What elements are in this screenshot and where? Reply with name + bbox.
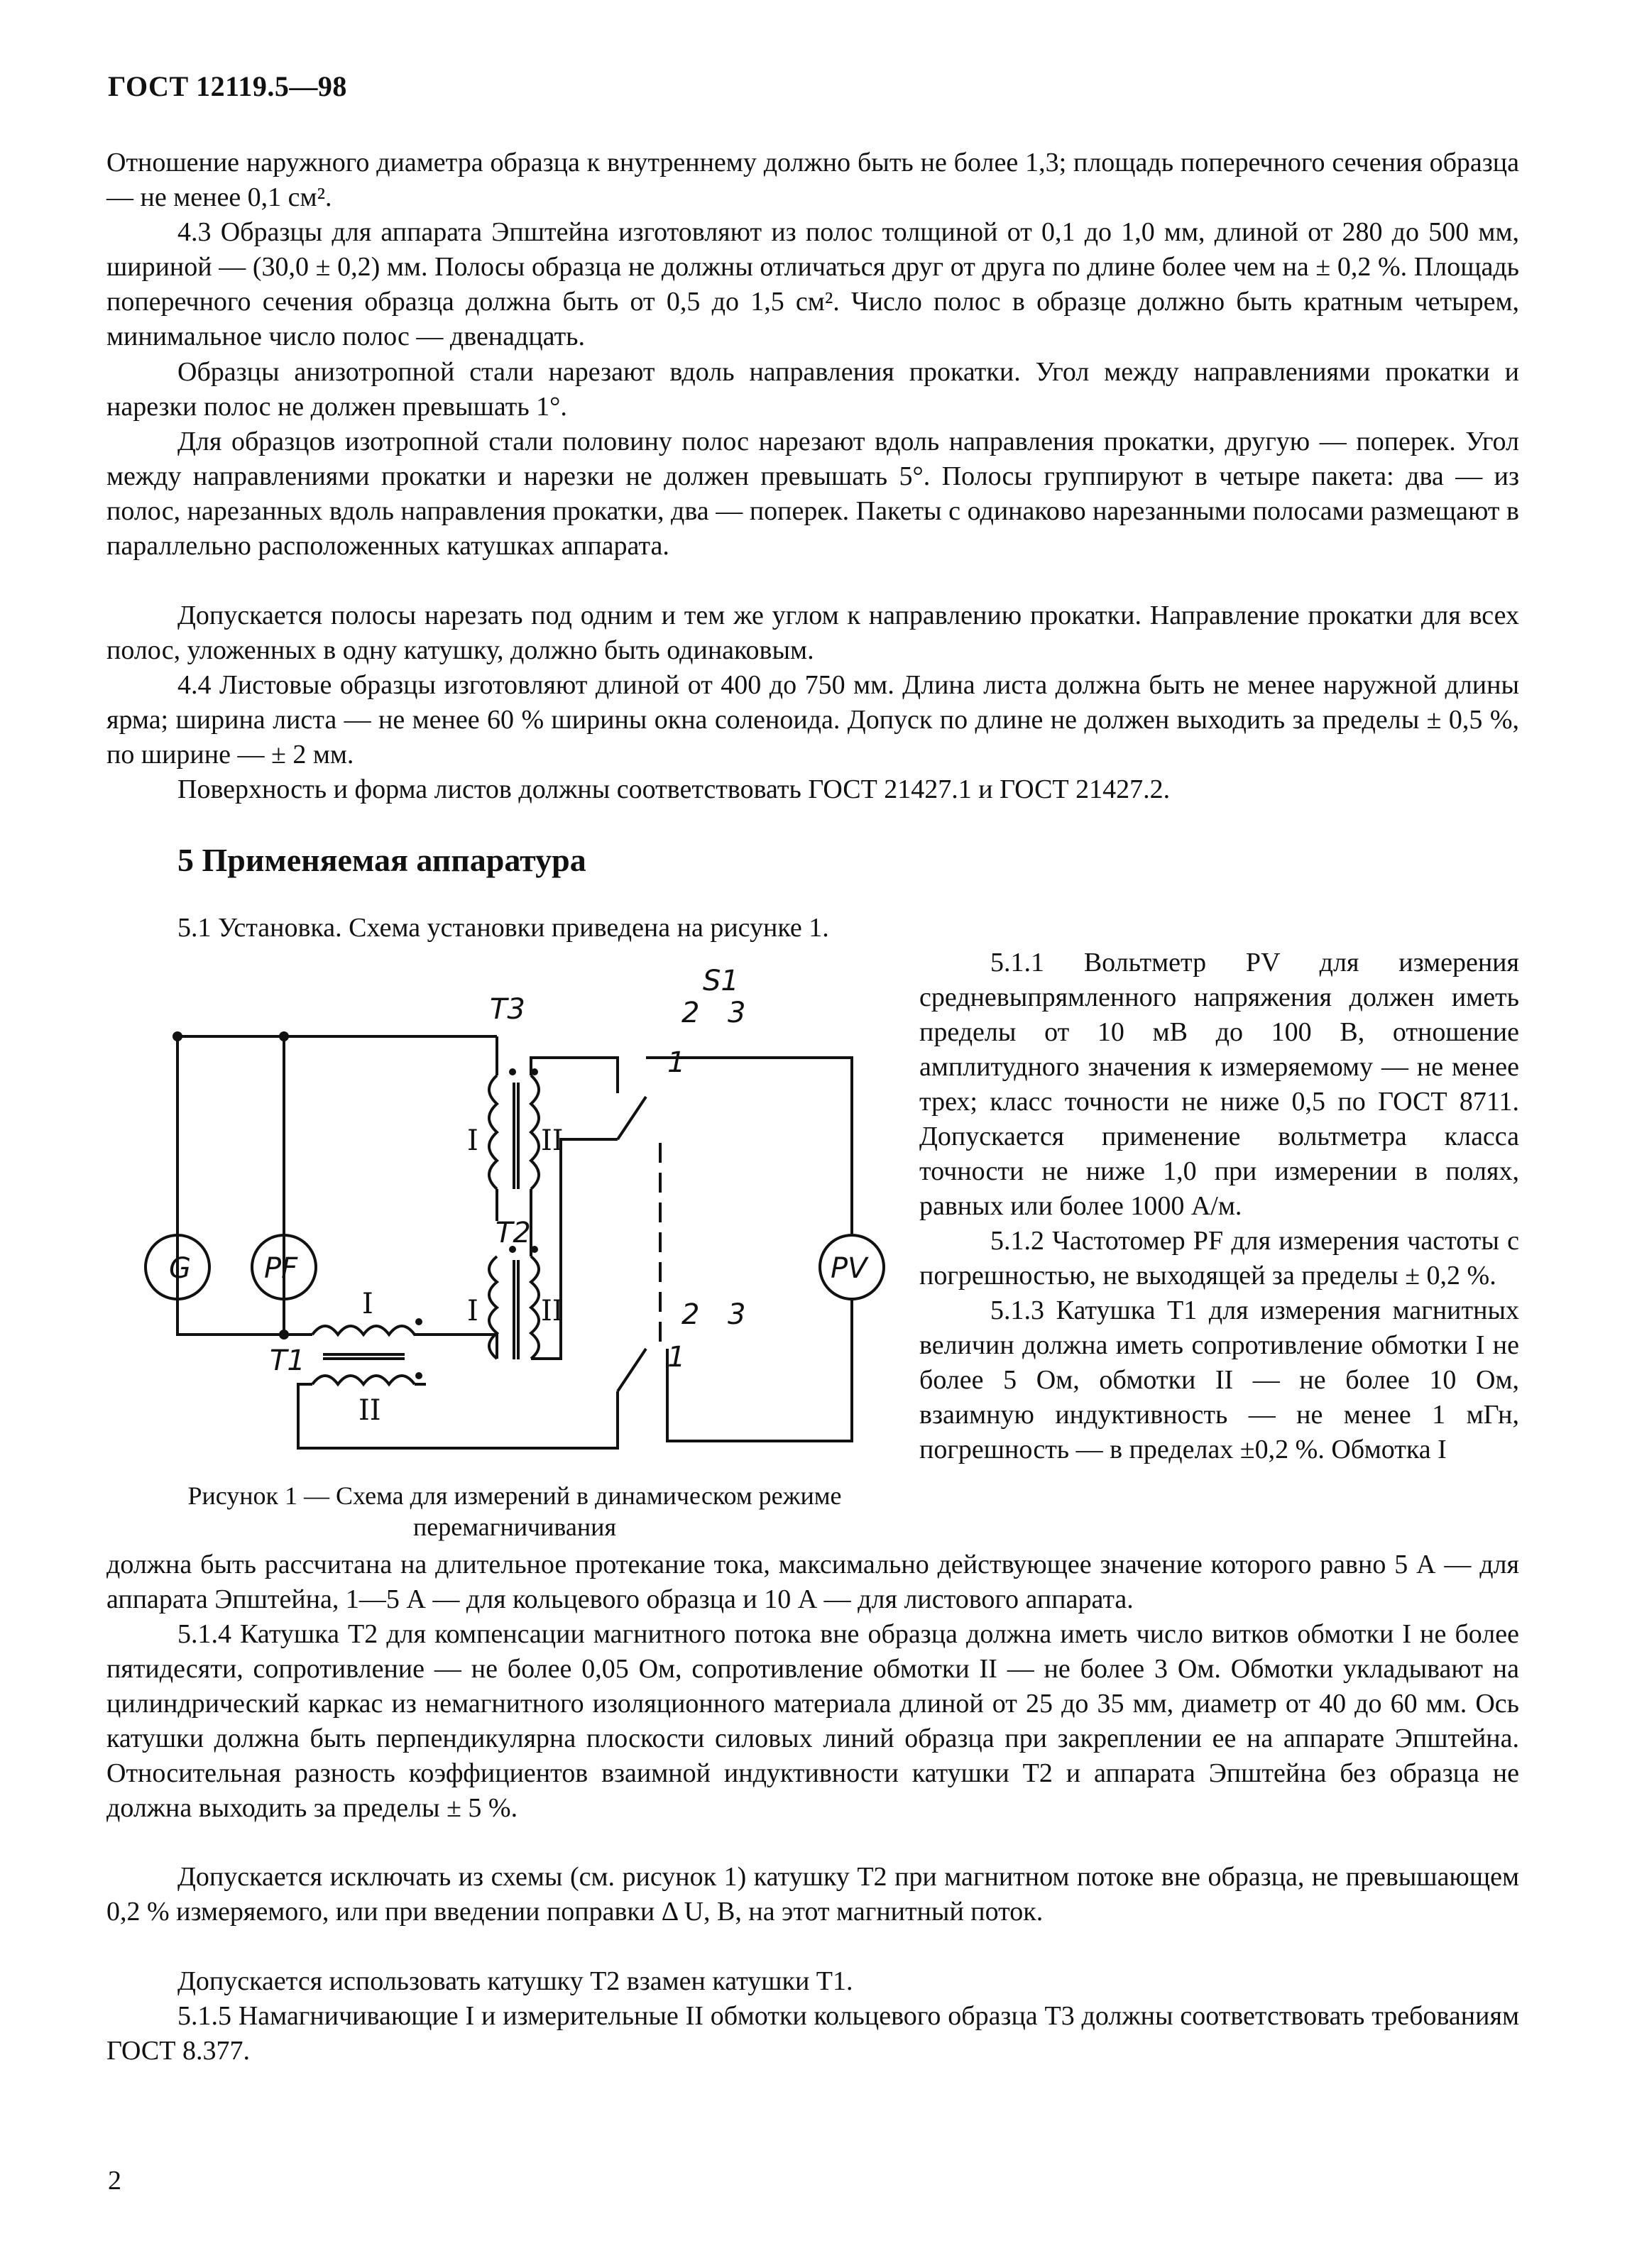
label-s1b-2: 2 bbox=[681, 1298, 700, 1331]
paragraph-isotropic: Для образцов изотропной стали половину полос нарезают вдоль направления прокатки, другую — поперек. Угол между направлениями прокатки и нарезки не должен превышать 5°. Полосы группируют в четыре пакета: два — из полос, нарезанных вдоль направления прокатки, два — поперек. Пакеты с одинаково нарезанными полосами размещают в параллельно расположенных катушках аппарата. bbox=[106, 427, 1519, 561]
label-s1-3: 3 bbox=[728, 997, 746, 1029]
label-s1-2: 2 bbox=[681, 997, 700, 1029]
paragraph-5-1-4: 5.1.4 Катушка T2 для компенсации магнитного потока вне образца должна иметь число витков обмотки I не более пятидесяти, сопротивление — не более 0,05 Ом, сопротивление обмотки II — не более 3 Ом. Обмотки укладывают на цилиндрический каркас из немагнитного изоляционного материала длиной от 25 до 35 мм, диаметр от 40 до 60 мм. Ось катушки должна быть перпендикулярна плоскости силовых линий образца при закреплении ее на аппарате Эпштейна. Относительная разность коэффициентов взаимной индуктивности катушки T2 и аппарата Эпштейна без образца не должна выходить за пределы ± 5 %. bbox=[106, 1619, 1519, 1823]
label-t2-I: I bbox=[467, 1295, 478, 1327]
paragraph-5-1-4-substitute: Допускается использовать катушку T2 взамен катушки T1. bbox=[177, 1966, 853, 1996]
paragraph-surface: Поверхность и форма листов должны соответствовать ГОСТ 21427.1 и ГОСТ 21427.2. bbox=[177, 774, 1171, 804]
label-s1: S1 bbox=[703, 965, 739, 997]
label-pf: PF bbox=[264, 1252, 298, 1285]
paragraph-5-1-2-text: 5.1.2 Частотомер PF для измерения частоты с погрешностью, не выходящей за пределы ± 0,2 %. bbox=[919, 1226, 1519, 1291]
label-t2-II: II bbox=[541, 1295, 564, 1327]
paragraph-5-1-3-continued: должна быть рассчитана на длительное протекание тока, максимально действующее значение которого равно 5 А — для аппарата Эпштейна, 1—5 А — для кольцевого образца и 10 А — для листового аппарата. bbox=[106, 1550, 1519, 1614]
paragraph-5-1-1 bbox=[919, 946, 1519, 1467]
label-s1b-3: 3 bbox=[728, 1298, 746, 1331]
paragraph-4-4: 4.4 Листовые образцы изготовляют длиной от 400 до 750 мм. Длина листа должна быть не менее наружной длины ярма; ширина листа — не менее 60 % ширины окна соленоида. Допуск по длине не должен выходить за пределы ± 0,5 %, по ширине — ± 2 мм. bbox=[106, 670, 1519, 769]
paragraph-5-1: 5.1 Установка. Схема установки приведена на рисунке 1. bbox=[177, 913, 829, 943]
switch-upper bbox=[618, 1097, 646, 1139]
label-g: G bbox=[169, 1252, 191, 1285]
paragraph-5-1-1-text: 5.1.1 Вольтметр PV для измерения средневыпрямленного напряжения должен иметь пределы от 10 мВ до 100 В, отношение амплитудного значения к измеряемому — не менее трех; класс точности не ниже 0,5 по ГОСТ 8711. Допускается применение вольтметра класса точности не ниже 1,0 при измерении в полях, равных или более 1000 А/м. bbox=[919, 948, 1519, 1221]
t2-winding-II bbox=[531, 1256, 539, 1359]
t3-winding-I bbox=[489, 1075, 497, 1189]
label-t3-I: I bbox=[467, 1124, 478, 1157]
paragraph-5-1-4-exclusion: Допускается исключать из схемы (см. рисунок 1) катушку T2 при магнитном потоке вне образца, не превышающем 0,2 % измеряемого, или при введении поправки Δ U, В, на этот магнитный поток. bbox=[106, 1862, 1519, 1927]
t1-winding-I bbox=[312, 1326, 454, 1335]
page-number: 2 bbox=[108, 2166, 121, 2196]
label-t1-I: I bbox=[362, 1288, 373, 1320]
label-t1: T1 bbox=[270, 1344, 305, 1377]
section-title: 5 Применяемая аппаратура bbox=[177, 842, 586, 878]
circuit-diagram bbox=[106, 944, 923, 1526]
t1-winding-II bbox=[312, 1376, 415, 1384]
label-t1-II: II bbox=[358, 1394, 381, 1427]
label-t3-II: II bbox=[541, 1124, 564, 1157]
switch-lower bbox=[618, 1349, 646, 1391]
paragraph-anisotropic: Образцы анизотропной стали нарезают вдоль направления прокатки. Угол между направлениями прокатки и нарезки полос не должен превышать 1°. bbox=[106, 357, 1519, 422]
label-pv: PV bbox=[831, 1252, 867, 1285]
document-header: ГОСТ 12119.5—98 bbox=[108, 70, 347, 102]
label-t2: T2 bbox=[496, 1217, 531, 1249]
paragraph-ring-ratio: Отношение наружного диаметра образца к внутреннему должно быть не более 1,3; площадь поперечного сечения образца — не менее 0,1 см². bbox=[106, 148, 1519, 212]
paragraph-5-1-5: 5.1.5 Намагничивающие I и измерительные II обмотки кольцевого образца T3 должны соответствовать требованиям ГОСТ 8.377. bbox=[106, 2001, 1519, 2066]
paragraph-cut-angle: Допускается полосы нарезать под одним и тем же углом к направлению прокатки. Направление прокатки для всех полос, уложенных в одну катушку, должно быть одинаковым. bbox=[106, 601, 1519, 665]
label-t3: T3 bbox=[490, 993, 525, 1026]
label-s1-1: 1 bbox=[667, 1046, 686, 1079]
wire-left bbox=[177, 1036, 312, 1335]
t3-winding-II bbox=[531, 1075, 539, 1189]
paragraph-5-1-3-text: 5.1.3 Катушка T1 для измерения магнитных величин должна иметь сопротивление обмотки I не более 5 Ом, обмотки II — не более 10 Ом, взаимную индуктивность — не менее 1 мГн, погрешность — в пределах ±0,2 %. Обмотка I bbox=[919, 1295, 1519, 1464]
label-s1b-1: 1 bbox=[667, 1341, 686, 1374]
figure-caption: Рисунок 1 — Схема для измерений в динамическом режиме перемагничивания bbox=[187, 1481, 842, 1541]
paragraph-4-3: 4.3 Образцы для аппарата Эпштейна изготовляют из полос толщиной от 0,1 до 1,0 мм, длиной от 280 до 500 мм, шириной — (30,0 ± 0,2) мм. Полосы образца не должны отличаться друг от друга по длине более чем на ± 0,2 %. Площадь поперечного сечения образца должна быть от 0,5 до 1,5 см². Число полос в образце должно быть кратным четырем, минимальное число полос — двенадцать. bbox=[106, 217, 1519, 351]
